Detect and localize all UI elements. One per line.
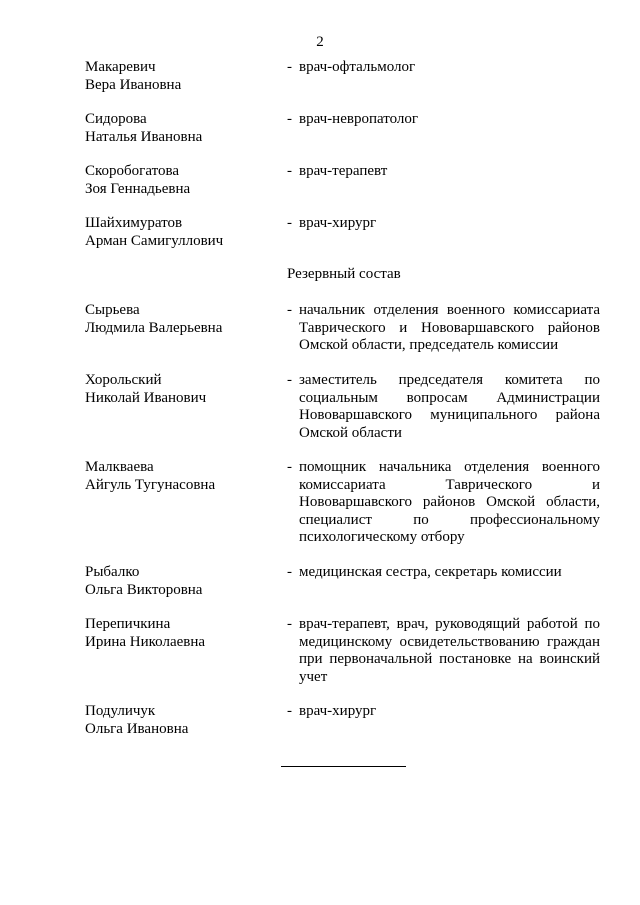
- member-role: [287, 163, 600, 181]
- member-role: [287, 302, 600, 355]
- role-text: врач-невропатолог: [299, 111, 419, 127]
- member-name: [85, 111, 280, 146]
- role-dash: -: [287, 564, 292, 580]
- member-name: [85, 616, 280, 651]
- closing-rule: [281, 766, 406, 767]
- member-role: [287, 111, 600, 129]
- member-given-names: Айгуль Тугунасовна: [85, 476, 216, 493]
- member-given-names: Ольга Викторовна: [85, 581, 203, 598]
- role-dash: -: [287, 703, 292, 719]
- reserve-section-heading: Резервный состав: [287, 266, 401, 282]
- member-surname: Скоробогатова: [85, 163, 179, 179]
- member-name: [85, 163, 280, 198]
- member-given-names: Арман Самигуллович: [85, 232, 224, 249]
- role-text: медицинская сестра, секретарь комиссии: [299, 564, 562, 580]
- member-name: [85, 215, 280, 250]
- member-given-names: Людмила Валерьевна: [85, 319, 223, 336]
- member-given-names: Николай Иванович: [85, 389, 207, 406]
- role-text: помощник начальника отделения военного комиссариата Таврического и Нововаршавского районов Омской области, специалист по профессиональному психологическому отбору: [299, 459, 600, 545]
- member-surname: Перепичкина: [85, 616, 171, 632]
- member-role: [287, 59, 600, 77]
- member-surname: Малкваева: [85, 459, 154, 475]
- member-surname: Сырьева: [85, 302, 140, 318]
- role-dash: -: [287, 163, 292, 179]
- member-surname: Макаревич: [85, 59, 156, 75]
- role-text: врач-хирург: [299, 215, 377, 231]
- member-role: [287, 459, 600, 547]
- member-given-names: Наталья Ивановна: [85, 128, 203, 145]
- role-dash: -: [287, 459, 292, 475]
- member-given-names: Зоя Геннадьевна: [85, 180, 191, 197]
- member-surname: Подуличук: [85, 703, 156, 719]
- role-dash: -: [287, 111, 292, 127]
- page-number: 2: [316, 34, 324, 50]
- member-surname: Рыбалко: [85, 564, 140, 580]
- role-text: заместитель председателя комитета по социальным вопросам Администрации Нововаршавского муниципального района Омской области: [299, 372, 600, 441]
- member-name: [85, 703, 280, 738]
- role-text: врач-терапевт, врач, руководящий работой по медицинскому освидетельствованию граждан при первоначальной постановке на воинский учет: [299, 616, 600, 685]
- role-text: врач-офтальмолог: [299, 59, 416, 75]
- member-given-names: Ольга Ивановна: [85, 720, 189, 737]
- member-given-names: Ирина Николаевна: [85, 633, 206, 650]
- role-dash: -: [287, 59, 292, 75]
- member-name: [85, 59, 280, 94]
- member-surname: Шайхимуратов: [85, 215, 183, 231]
- role-text: врач-хирург: [299, 703, 377, 719]
- member-given-names: Вера Ивановна: [85, 76, 182, 93]
- role-dash: -: [287, 616, 292, 632]
- member-role: [287, 703, 600, 721]
- member-name: [85, 459, 280, 494]
- member-name: [85, 302, 280, 337]
- role-dash: -: [287, 302, 292, 318]
- member-role: [287, 564, 600, 582]
- role-dash: -: [287, 372, 292, 388]
- member-role: [287, 616, 600, 686]
- member-surname: Сидорова: [85, 111, 147, 127]
- member-role: [287, 372, 600, 442]
- member-surname: Хорольский: [85, 372, 162, 388]
- role-text: врач-терапевт: [299, 163, 388, 179]
- role-text: начальник отделения военного комиссариата Таврического и Нововаршавского районов Омской области, председатель комиссии: [299, 302, 600, 353]
- member-role: [287, 215, 600, 233]
- role-dash: -: [287, 215, 292, 231]
- member-name: [85, 564, 280, 599]
- member-name: [85, 372, 280, 407]
